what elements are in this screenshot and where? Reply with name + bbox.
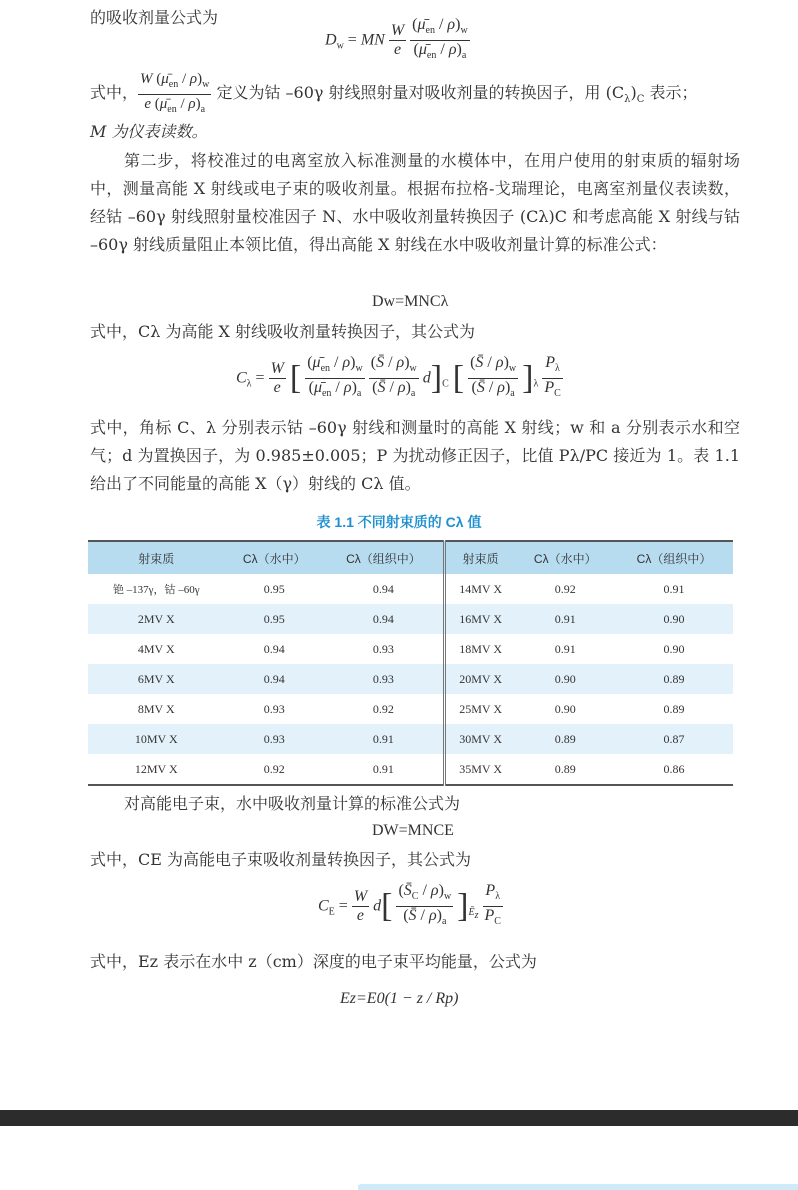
table-cell: 0.94	[263, 641, 285, 656]
table-cell: 30MV X	[444, 724, 515, 754]
table-cell: 0.91	[324, 724, 444, 754]
formula-dw-x-ray: Dw=MNCλ	[372, 293, 449, 310]
table-header-row	[88, 541, 733, 574]
table-cell: 0.94	[225, 664, 325, 694]
table-cell: 0.86	[615, 754, 733, 785]
table-cell: 18MV X	[459, 641, 503, 656]
table-row	[88, 604, 733, 634]
paragraph-step-two: 第二步，将校准过的电离室放入标准测量的水模体中，在用户使用的射束质的辐射场中，测量高能 X 射线或电子束的吸收剂量。根据布拉格-戈瑞理论，电离室剂量仪表读数，经钴 –60γ 射线照射量校准因子 N、水中吸收剂量转换因子 (Cλ)C 和考虑高能 X 射线与钴 –60γ 射线质量阻止本领比值，得出高能 X 射线在水中吸收剂量计算的标准公式：	[90, 151, 740, 254]
table-cell: 0.90	[615, 604, 733, 634]
table-cell: 0.93	[263, 701, 285, 716]
table-cell: 铯 –137γ，钴 –60γ	[112, 584, 200, 596]
table-cell: 0.91	[516, 604, 616, 634]
text-line-2-close: )	[630, 82, 637, 102]
table-cell: 6MV X	[88, 664, 225, 694]
table-cell: 16MV X	[444, 604, 515, 634]
header-c-water-2: Cλ（水中）	[516, 541, 616, 574]
table-cell: 0.89	[615, 664, 733, 694]
table-row	[88, 754, 733, 785]
formula-dw-electron: DW=MNCE	[372, 822, 454, 839]
table-title: 表 1.1 不同射束质的 Cλ 值	[316, 514, 482, 530]
table-row	[88, 724, 733, 754]
table-cell: 0.90	[554, 701, 576, 716]
table-cell: 0.93	[225, 724, 325, 754]
table-cell: 0.95	[225, 604, 325, 634]
text-line-2: 式中， $\frac{W (\mū_{en} / \rho)_w}{e (\mū_{en} / \rho)_a}$ 定义为钴 –60γ 射线照射量对吸收剂量的转换因子，用 $(C_\lambda)_C$ 表示；	[90, 71, 698, 115]
table-cell: 25MV X	[459, 701, 503, 716]
table-cell: 0.90	[516, 664, 616, 694]
table-cell: 0.87	[615, 724, 733, 754]
text-line-2-end: 表示；	[644, 82, 698, 102]
table-cell: 14MV X	[459, 581, 503, 596]
text-line-1: 的吸收剂量公式为	[90, 8, 219, 27]
table-cell: 20MV X	[444, 664, 515, 694]
text-electron-intro: 对高能电子束，水中吸收剂量计算的标准公式为	[124, 794, 461, 813]
table-row	[88, 664, 733, 694]
text-line-3: M 为仪表读数。	[90, 122, 208, 141]
table-cell: 10MV X	[88, 724, 225, 754]
table-cell: 2MV X	[88, 604, 225, 634]
table-cell: 0.93	[324, 634, 444, 664]
table-cell: 12MV X	[88, 754, 225, 785]
table-cell: 0.93	[324, 664, 444, 694]
formula-c-lambda: $C_\lambda$ = $\frac{W}{e}$ [ $\frac{(\mū_{en} / \rho)_w}{(\mū_{en} / \rho)_a}$ $\frac{(S̄ / \rho)_w}{(S̄ / \rho)_a}$ $d]_C$ [ $\frac{(S̄ / \rho)_w}{(S̄ / \rho)_a}$ ]$_\lambda$ $\frac{P_\lambda}{P_C}$	[236, 354, 561, 400]
text-c-lambda-intro: 式中，Cλ 为高能 X 射线吸收剂量转换因子，其公式为	[90, 322, 476, 341]
paragraph-symbols: 式中，角标 C、λ 分别表示钴 –60γ 射线和测量时的高能 X 射线；w 和 a 分别表示水和空气；d 为置换因子，为 0.985±0.005；P 为扰动修正因子，比值 Pλ/PC 接近为 1。表 1.1 给出了不同能量的高能 X（γ）射线的 Cλ 值。	[90, 418, 740, 493]
table-cell: 0.94	[324, 574, 444, 604]
footer-bar	[0, 1110, 798, 1126]
table-cell: 35MV X	[444, 754, 515, 785]
table-cell: 0.92	[225, 754, 325, 785]
text-ce-intro: 式中，CE 为高能电子束吸收剂量转换因子，其公式为	[90, 850, 472, 869]
formula-dw-chamber: $D_w$ = MN $\frac{W}{e}$ $\frac{(\mū_{en} / \rho)_w}{(\mū_{en} / \rho)_a}$	[325, 16, 468, 62]
table-cell: 0.90	[663, 641, 685, 656]
table-cell: 0.89	[516, 724, 616, 754]
table-cell: 0.89	[516, 754, 616, 785]
text-ez-intro: 式中，Ez 表示在水中 z（cm）深度的电子束平均能量，公式为	[90, 952, 537, 971]
formula-c-e: $C_E$ = $\frac{W}{e}$ d[ $\frac{(S̄_C / \rho)_w}{(S̄ / \rho)_a}$ ]$_{Ē_z}$ $\frac{P_\lambda}{P_C}$	[318, 882, 501, 928]
header-c-water-1: Cλ（水中）	[225, 541, 325, 574]
table-row	[88, 574, 733, 604]
formula-ez: Ez=E0(1 − z / Rp)	[340, 990, 459, 1007]
table-cell: 0.95	[263, 581, 285, 596]
text-line-2-prefix: 式中，	[90, 82, 139, 102]
table-cell: 4MV X	[137, 641, 175, 656]
header-beam-quality-1: 射束质	[88, 541, 225, 574]
c-lambda-table	[88, 540, 733, 786]
header-c-tissue-2: Cλ（组织中）	[615, 541, 733, 574]
table-row	[88, 634, 733, 664]
table-cell: 0.91	[324, 754, 444, 785]
header-beam-quality-2: 射束质	[444, 541, 515, 574]
table-cell: 0.89	[663, 701, 685, 716]
formula-conversion-factor: $\frac{W (\mū_{en} / \rho)_w}{e (\mū_{en} / \rho)_a}$	[140, 71, 210, 115]
table-cell: 0.91	[554, 641, 576, 656]
text-line-2-body: 定义为钴 –60γ 射线照射量对吸收剂量的转换因子，用 (C	[211, 82, 625, 102]
table-cell: 8MV X	[137, 701, 175, 716]
table-cell: 0.94	[324, 604, 444, 634]
table-cell: 0.92	[554, 581, 576, 596]
header-c-tissue-1: Cλ（组织中）	[324, 541, 444, 574]
table-cell: 0.91	[663, 581, 685, 596]
table-row	[88, 694, 733, 724]
footer-accent	[358, 1184, 798, 1190]
table-cell: 0.92	[324, 694, 444, 724]
